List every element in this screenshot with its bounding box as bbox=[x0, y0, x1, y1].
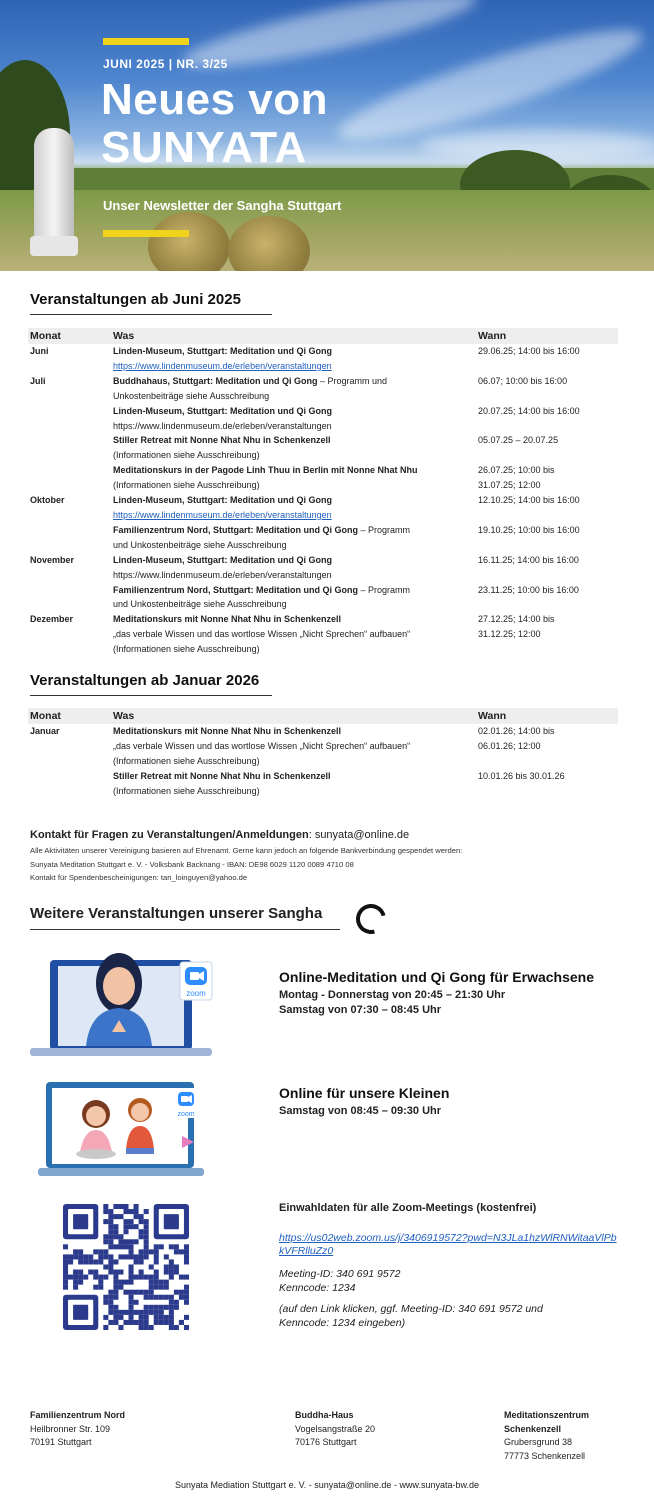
event-time-end: 31.07.25; 12:00 bbox=[478, 480, 541, 491]
meditation-laptop-illustration bbox=[30, 948, 215, 1060]
event-title: Linden-Museum, Stuttgart: Meditation und Qi Gong bbox=[113, 554, 332, 565]
address-name: Buddha-Haus bbox=[295, 1410, 354, 1420]
program-kids-schedule: Samstag von 08:45 – 09:30 Uhr bbox=[279, 1105, 442, 1117]
title-line-1: Neues von bbox=[101, 75, 329, 124]
event-title: Linden-Museum, Stuttgart: Meditation und Qi Gong bbox=[113, 495, 332, 506]
section-title-further-events: Weitere Veranstaltungen unserer Sangha bbox=[30, 905, 323, 922]
event-time-start: 06.07; 10:00 bis 16:00 bbox=[478, 375, 568, 386]
event-month bbox=[28, 583, 111, 613]
table-row bbox=[28, 404, 618, 434]
program-adults bbox=[279, 969, 594, 1018]
column-header-what: Was bbox=[111, 328, 476, 344]
address-city: 70191 Stuttgart bbox=[30, 1437, 92, 1447]
event-description bbox=[111, 404, 476, 434]
zoom-note-line-1: (auf den Link klicken, ggf. Meeting-ID: 340 691 9572 und bbox=[279, 1303, 543, 1315]
event-description bbox=[111, 493, 476, 523]
table-row bbox=[28, 344, 618, 374]
event-month: Juli bbox=[30, 375, 46, 386]
event-title-suffix: – Programm bbox=[358, 584, 411, 595]
event-time-start: 02.01.26; 14:00 bis bbox=[478, 726, 555, 736]
event-month bbox=[28, 769, 111, 799]
event-title: Familienzentrum Nord, Stuttgart: Meditation und Qi Gong bbox=[113, 584, 358, 595]
event-time-start: 23.11.25; 10:00 bis 16:00 bbox=[478, 584, 579, 595]
event-title: Buddhahaus, Stuttgart: Meditation und Qi Gong bbox=[113, 375, 318, 386]
event-time-start: 20.07.25; 14:00 bis 16:00 bbox=[478, 405, 580, 416]
hero-banner bbox=[0, 0, 654, 271]
events-table-2025 bbox=[28, 328, 618, 657]
event-detail-2: (Informationen siehe Ausschreibung) bbox=[113, 755, 260, 766]
event-description bbox=[111, 433, 476, 463]
event-time-start: 27.12.25; 14:00 bis bbox=[478, 614, 555, 625]
event-month: Dezember bbox=[30, 614, 74, 625]
table-row bbox=[28, 433, 618, 463]
event-detail: „das verbale Wissen und das wortlose Wissen „Nicht Sprechen“ aufbauen“ bbox=[113, 740, 411, 751]
event-time-start: 16.11.25; 14:00 bis 16:00 bbox=[478, 554, 579, 565]
section-title-events-2025: Veranstaltungen ab Juni 2025 bbox=[30, 291, 241, 308]
contact-email[interactable]: : sunyata@online.de bbox=[308, 829, 410, 841]
zoom-meeting-link[interactable]: https://us02web.zoom.us/j/3406919572?pwd=N3JLa1hzWlRNWitaaVlPbkVFRlluZz0 bbox=[279, 1232, 617, 1257]
zoom-note-line-2: Kenncode: 1234 eingeben) bbox=[279, 1316, 406, 1329]
event-time bbox=[476, 344, 618, 374]
meditating-woman-icon bbox=[30, 948, 215, 1060]
newsletter-subtitle: Unser Newsletter der Sangha Stuttgart bbox=[103, 198, 342, 213]
program-adults-title: Online-Meditation und Qi Gong für Erwachsene bbox=[279, 969, 595, 985]
event-time-start: 29.06.25; 14:00 bis 16:00 bbox=[478, 346, 580, 356]
donation-contact: Kontakt für Spendenbescheinigungen: tan_loinguyen@yahoo.de bbox=[30, 873, 248, 882]
event-description bbox=[111, 344, 476, 374]
event-month: Oktober bbox=[30, 495, 65, 506]
event-description bbox=[111, 463, 476, 493]
event-month: Juni bbox=[30, 346, 49, 356]
column-header-when: Wann bbox=[476, 328, 618, 344]
event-description bbox=[111, 612, 476, 657]
event-time bbox=[476, 553, 618, 583]
event-detail[interactable]: https://www.lindenmuseum.de/erleben/veranstaltungen bbox=[113, 509, 332, 520]
section-title-events-2026: Veranstaltungen ab Januar 2026 bbox=[30, 672, 260, 689]
table-row bbox=[28, 374, 618, 404]
table-header-row bbox=[28, 708, 618, 724]
kids-laptop-illustration bbox=[38, 1080, 208, 1180]
zoom-meeting-id: Meeting-ID: 340 691 9572 bbox=[279, 1268, 401, 1280]
event-title-suffix: – Programm und bbox=[317, 375, 388, 386]
zoom-passcode: Kenncode: 1234 bbox=[279, 1281, 356, 1294]
event-detail: https://www.lindenmuseum.de/erleben/veranstaltungen bbox=[113, 420, 332, 431]
enso-circle-icon bbox=[351, 899, 392, 940]
event-month bbox=[28, 463, 111, 493]
event-time-start: 05.07.25 – 20.07.25 bbox=[478, 435, 559, 446]
event-time bbox=[476, 769, 618, 799]
event-time-start: 19.10.25; 10:00 bis 16:00 bbox=[478, 524, 580, 535]
event-month bbox=[28, 404, 111, 434]
event-title: Familienzentrum Nord, Stuttgart: Meditation und Qi Gong bbox=[113, 524, 358, 535]
column-header-what: Was bbox=[111, 708, 476, 724]
event-detail: (Informationen siehe Ausschreibung) bbox=[113, 450, 260, 461]
event-month: November bbox=[30, 554, 75, 565]
event-title: Meditationskurs mit Nonne Nhat Nhu in Schenkenzell bbox=[113, 614, 342, 625]
contact-block bbox=[30, 829, 630, 885]
zoom-credentials bbox=[279, 1268, 619, 1295]
meditating-kids-icon bbox=[38, 1080, 208, 1180]
event-time bbox=[476, 523, 618, 553]
event-title: Meditationskurs in der Pagode Linh Thuu in Berlin mit Nonne Nhat Nhu bbox=[113, 465, 418, 476]
event-time-end: 06.01.26; 12:00 bbox=[478, 740, 541, 751]
donation-note: Alle Aktivitäten unserer Vereinigung basieren auf Ehrenamt. Gerne kann jedoch an folgende Bankverbindung gespendet werden: bbox=[30, 846, 463, 855]
event-detail: Unkostenbeiträge siehe Ausschreibung bbox=[113, 390, 270, 401]
table-row bbox=[28, 724, 618, 769]
address-street: Grubersgrund 38 bbox=[504, 1437, 573, 1447]
event-detail-2: (Informationen siehe Ausschreibung) bbox=[113, 644, 260, 655]
address-name: Familienzentrum Nord bbox=[30, 1410, 126, 1420]
table-row bbox=[28, 553, 618, 583]
event-time bbox=[476, 583, 618, 613]
address-familienzentrum bbox=[30, 1409, 125, 1450]
zoom-note bbox=[279, 1303, 619, 1330]
contact-heading bbox=[30, 829, 630, 841]
table-row bbox=[28, 463, 618, 493]
event-detail: und Unkostenbeiträge siehe Ausschreibung bbox=[113, 599, 287, 610]
event-description bbox=[111, 724, 476, 769]
event-title: Meditationskurs mit Nonne Nhat Nhu in Schenkenzell bbox=[113, 726, 342, 736]
events-table-2026 bbox=[28, 708, 618, 799]
section-rule bbox=[30, 695, 272, 696]
table-header-row bbox=[28, 328, 618, 344]
qr-code-icon bbox=[63, 1204, 189, 1330]
event-detail: (Informationen siehe Ausschreibung) bbox=[113, 480, 260, 491]
qr-code[interactable] bbox=[63, 1204, 189, 1330]
table-row bbox=[28, 769, 618, 799]
event-description bbox=[111, 769, 476, 799]
event-time-start: 10.01.26 bis 30.01.26 bbox=[478, 770, 565, 781]
event-detail: und Unkostenbeiträge siehe Ausschreibung bbox=[113, 539, 287, 550]
event-month: Januar bbox=[30, 726, 60, 736]
table-row bbox=[28, 612, 618, 657]
event-time bbox=[476, 724, 618, 769]
issue-label: JUNI 2025 | NR. 3/25 bbox=[103, 57, 228, 71]
event-detail: https://www.lindenmuseum.de/erleben/veranstaltungen bbox=[113, 569, 332, 580]
program-adults-schedule-1: Montag - Donnerstag von 20:45 – 21:30 Uhr bbox=[279, 989, 506, 1001]
section-rule bbox=[30, 314, 272, 315]
event-title: Stiller Retreat mit Nonne Nhat Nhu in Schenkenzell bbox=[113, 435, 331, 446]
address-city: 70176 Stuttgart bbox=[295, 1437, 357, 1447]
event-time-start: 12.10.25; 14:00 bis 16:00 bbox=[478, 495, 580, 506]
event-time-start: 26.07.25; 10:00 bis bbox=[478, 465, 555, 476]
column-header-month: Monat bbox=[28, 708, 111, 724]
event-title: Stiller Retreat mit Nonne Nhat Nhu in Schenkenzell bbox=[113, 770, 331, 781]
footer: Sunyata Mediation Stuttgart e. V. - sunyata@online.de - www.sunyata-bw.de bbox=[175, 1480, 479, 1490]
event-time bbox=[476, 433, 618, 463]
column-header-month: Monat bbox=[28, 328, 111, 344]
program-kids bbox=[279, 1085, 449, 1119]
bank-details: Sunyata Meditation Stuttgart e. V. - Volksbank Backnang - IBAN: DE98 6029 1120 0089 4710 08 bbox=[30, 859, 354, 869]
event-description bbox=[111, 583, 476, 613]
address-street: Vogelsangstraße 20 bbox=[295, 1423, 376, 1434]
column-header-when: Wann bbox=[476, 708, 618, 724]
event-detail[interactable]: https://www.lindenmuseum.de/erleben/veranstaltungen bbox=[113, 360, 332, 371]
event-detail: (Informationen siehe Ausschreibung) bbox=[113, 785, 260, 796]
event-title: Linden-Museum, Stuttgart: Meditation und Qi Gong bbox=[113, 405, 332, 416]
event-month bbox=[28, 523, 111, 553]
address-name: Meditationszentrum bbox=[504, 1410, 590, 1420]
event-time bbox=[476, 374, 618, 404]
newsletter-title bbox=[101, 76, 328, 172]
zoom-heading: Einwahldaten für alle Zoom-Meetings (kostenfrei) bbox=[279, 1202, 537, 1214]
table-row bbox=[28, 583, 618, 613]
address-name-2: Schenkenzell bbox=[504, 1423, 562, 1434]
event-time bbox=[476, 493, 618, 523]
buddha-statue bbox=[34, 128, 74, 248]
event-time bbox=[476, 463, 618, 493]
event-title: Linden-Museum, Stuttgart: Meditation und Qi Gong bbox=[113, 346, 332, 356]
statue-base bbox=[30, 236, 78, 256]
zoom-logo-text: zoom bbox=[186, 989, 206, 998]
event-description bbox=[111, 523, 476, 553]
title-line-2: SUNYATA bbox=[101, 123, 307, 172]
address-city: 77773 Schenkenzell bbox=[504, 1450, 586, 1461]
zoom-logo-text: zoom bbox=[177, 1111, 195, 1118]
address-buddha-haus bbox=[295, 1409, 375, 1450]
event-time-end: 31.12.25; 12:00 bbox=[478, 629, 541, 640]
event-description bbox=[111, 374, 476, 404]
program-kids-title: Online für unsere Kleinen bbox=[279, 1085, 450, 1101]
accent-bar-top bbox=[103, 38, 189, 45]
accent-bar-bottom bbox=[103, 230, 189, 237]
event-title-suffix: – Programm bbox=[358, 524, 411, 535]
address-meditationszentrum bbox=[504, 1409, 589, 1463]
zoom-dial-in bbox=[279, 1202, 619, 1338]
event-month bbox=[28, 433, 111, 463]
program-adults-schedule-2: Samstag von 07:30 – 08:45 Uhr bbox=[279, 1004, 442, 1016]
contact-label: Kontakt für Fragen zu Veranstaltungen/Anmeldungen bbox=[30, 829, 309, 841]
address-street: Heilbronner Str. 109 bbox=[30, 1423, 111, 1434]
table-row bbox=[28, 493, 618, 523]
table-row bbox=[28, 523, 618, 553]
event-detail: „das verbale Wissen und das wortlose Wissen „Nicht Sprechen“ aufbauen“ bbox=[113, 629, 411, 640]
section-rule bbox=[30, 929, 340, 930]
event-time bbox=[476, 612, 618, 657]
event-description bbox=[111, 553, 476, 583]
event-time bbox=[476, 404, 618, 434]
